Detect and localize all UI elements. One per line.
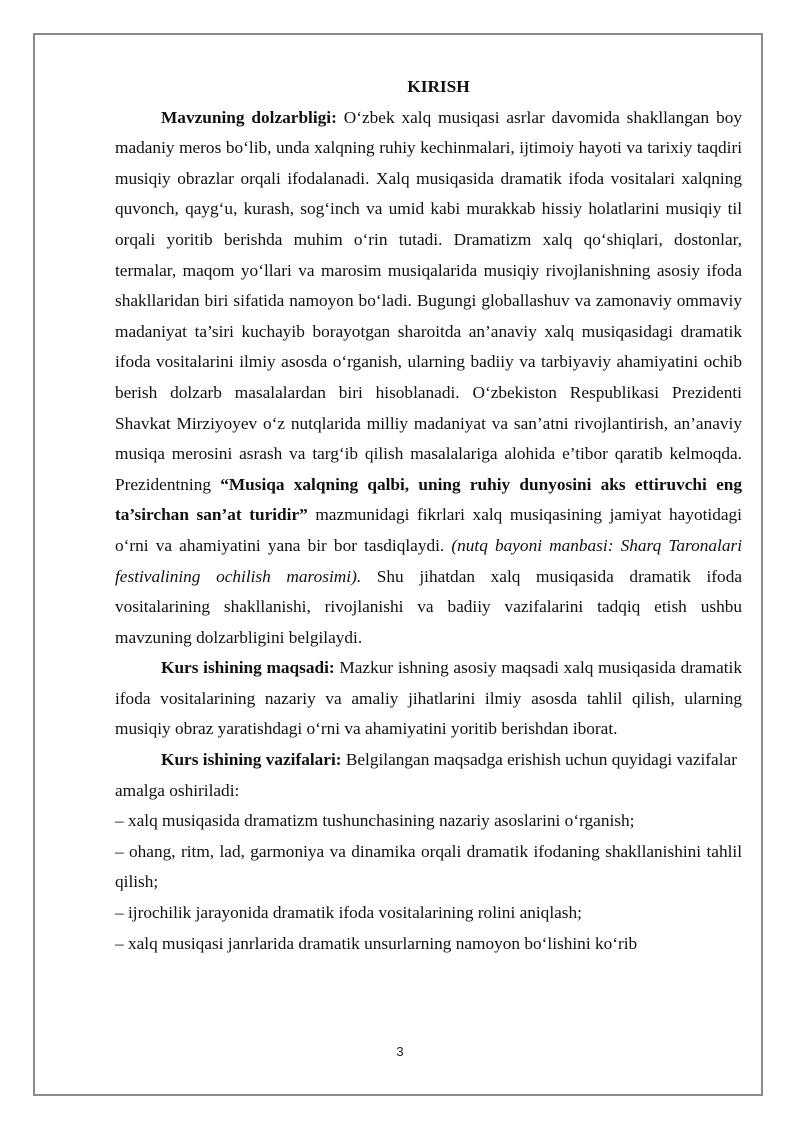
tasks-list [115, 806, 742, 959]
relevance-text-2: mazmunidagi fikrlari xalq musiqasining jamiyat hayotidagi o‘rni va ahamiyatini yana bir bor tasdiqlaydi. [115, 505, 742, 555]
goal-paragraph [115, 653, 742, 745]
source-note: (nutq bayoni manbasi: Sharq Taronalari festivalining ochilish marosimi). [115, 535, 742, 586]
relevance-text-1: O‘zbek xalq musiqasi asrlar davomida shakllangan boy madaniy meros bo‘lib, unda xalqning ruhiy kechinmalari, ijtimoiy hayoti va tarixiy taqdiri musiqiy obrazlar orqali ifodalanadi. Xalq musiqasida dramatik ifoda vositalari xalqning quvonch, qayg‘u, kurash, sog‘inch va umid kabi murakkab hissiy holatlarini musiqiy til orqali yoritib berishda muhim o‘rin tutadi. Dramatizm xalq qo‘shiqlari, dostonlar, termalar, maqom yo‘llari va marosim musiqalarida musiqiy rivojlanishning asosiy ifoda shakllaridan biri sifatida namoyon bo‘ladi. Bugungi globallashuv va zamonaviy ommaviy madaniyat ta’siri kuchayib borayotgan sharoitda an’anaviy xalq musiqasidagi dramatik ifoda vositalarini ilmiy asosda o‘rganish, ularning badiiy va tarbiyaviy ahamiyatini ochib berish dolzarb masalalardan biri hisoblanadi. O‘zbekiston Respublikasi Prezidenti Shavkat Mirziyoyev o‘z nutqlarida milliy madaniyat va san’atni rivojlantirish, an’anaviy musiqa merosini asrash va targ‘ib qilish masalalariga alohida e’tibor qaratib kelmoqda. Prezidentning [115, 107, 742, 494]
list-item: – xalq musiqasida dramatizm tushunchasining nazariy asoslarini o‘rganish; [115, 811, 635, 831]
relevance-text-3: Shu jihatdan xalq musiqasida dramatik ifoda vositalarining shakllanishi, rivojlanishi va badiiy vazifalarini tadqiq etish ushbu mavzuning dolzarbligini belgilaydi. [115, 566, 743, 647]
list-item: – ijrochilik jarayonida dramatik ifoda vositalarining rolini aniqlash; [115, 903, 582, 923]
goal-text: Mazkur ishning asosiy maqsadi xalq musiqasida dramatik ifoda vositalarining nazariy va amaliy jihatlarini ilmiy asosda tahlil qilish, ularning musiqiy obraz yaratishdagi o‘rni va ahamiyatini yoritib berishdan iborat. [115, 658, 742, 739]
page-number: 3 [396, 1044, 404, 1059]
section-heading: KIRISH [407, 77, 470, 96]
relevance-label: Mavzuning dolzarbligi: [161, 107, 337, 127]
tasks-label: Kurs ishining vazifalari: [161, 750, 342, 770]
president-quote: “Musiqa xalqning qalbi, uning ruhiy dunyosini aks ettiruvchi eng ta’sirchan san’at turidir” [115, 474, 742, 525]
goal-label: Kurs ishining maqsadi: [161, 658, 335, 678]
list-item: – ohang, ritm, lad, garmoniya va dinamika orqali dramatik ifodaning shakllanishini tahlil qilish; [115, 841, 742, 892]
relevance-paragraph [115, 103, 742, 654]
tasks-paragraph [115, 745, 742, 806]
tasks-text: Belgilangan maqsadga erishish uchun quyidagi vazifalar amalga oshiriladi: [115, 750, 737, 800]
list-item: – xalq musiqasi janrlarida dramatik unsurlarning namoyon bo‘lishini ko‘rib [115, 933, 638, 953]
document-body [115, 72, 742, 959]
